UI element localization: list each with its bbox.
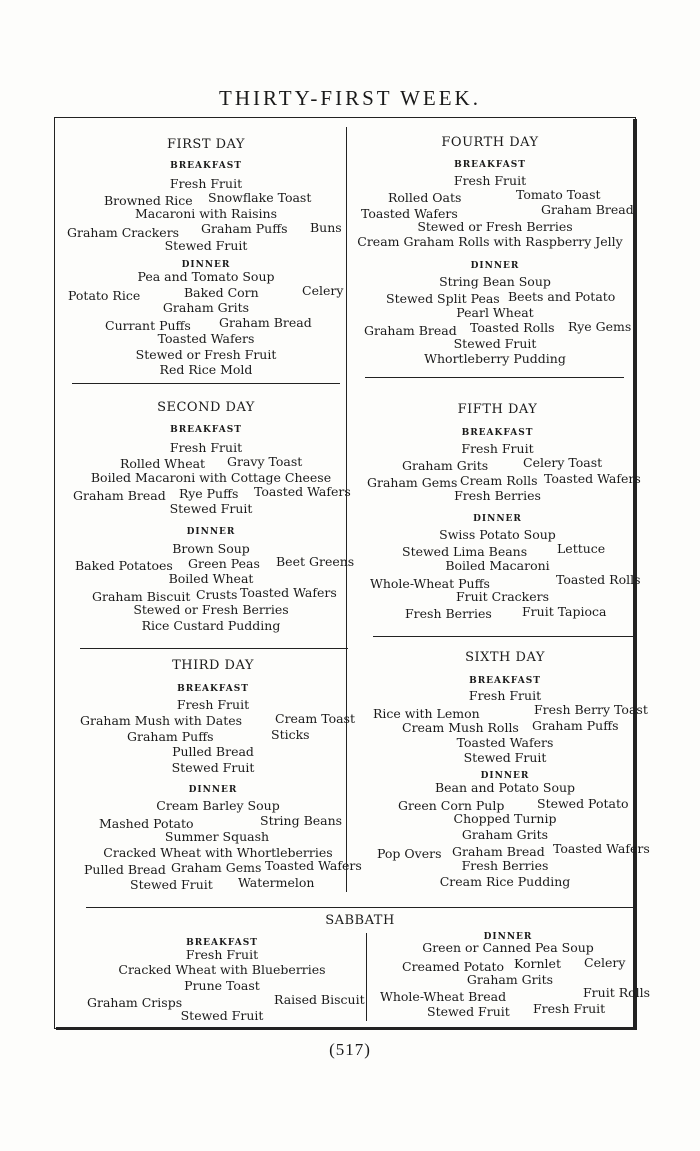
menu-item: Graham Bread (452, 844, 545, 859)
menu-item: Baked Corn (184, 285, 259, 300)
day-heading: FIRST DAY (166, 137, 246, 152)
meal-label: BREAKFAST (454, 160, 526, 170)
menu-item: Boiled Wheat (168, 571, 254, 586)
meal-label: BREAKFAST (170, 161, 242, 171)
meal-label: DINNER (186, 527, 236, 537)
menu-item: Rye Gems (568, 319, 632, 334)
menu-item: Stewed Fruit (427, 1004, 510, 1019)
menu-item: Tomato Toast (516, 187, 601, 202)
menu-item: Rye Puffs (179, 486, 239, 501)
rule-right-1 (365, 377, 624, 378)
menu-item: Graham Biscuit (92, 589, 191, 604)
menu-item: Graham Crackers (67, 225, 180, 240)
menu-item: Cream Toast (275, 711, 355, 726)
menu-item: Graham Bread (541, 202, 634, 217)
menu-item: Graham Bread (364, 323, 457, 338)
menu-item: Currant Puffs (105, 318, 191, 333)
menu-item: Toasted Wafers (240, 585, 337, 600)
menu-item: Graham Bread (73, 488, 166, 503)
menu-item: Fresh Berries (454, 488, 541, 503)
menu-item: Graham Mush with Dates (80, 713, 243, 728)
menu-item: Cream Rice Pudding (439, 874, 571, 889)
menu-item: Stewed or Fresh Berries (133, 602, 289, 617)
menu-item: Cream Graham Rolls with Raspberry Jelly (357, 234, 623, 249)
menu-item: Celery (584, 955, 626, 970)
menu-item: Fresh Fruit (185, 947, 259, 962)
menu-item: Crusts (196, 587, 238, 602)
menu-item: Pulled Bread (172, 744, 254, 759)
frame-shadow-bottom (56, 1027, 637, 1030)
menu-item: Graham Grits (466, 972, 554, 987)
menu-item: Macaroni with Raisins (135, 206, 277, 221)
menu-item: Mashed Potato (99, 816, 194, 831)
menu-item: Celery (302, 283, 344, 298)
menu-item: Toasted Wafers (157, 331, 255, 346)
menu-item: Fresh Berry Toast (534, 702, 648, 717)
menu-item: Cream Barley Soup (156, 798, 280, 813)
menu-item: Graham Gems (367, 475, 458, 490)
menu-item: Pea and Tomato Soup (137, 269, 275, 284)
day-heading: SIXTH DAY (465, 650, 545, 665)
menu-item: Graham Gems (171, 860, 262, 875)
menu-item: Rice Custard Pudding (141, 618, 281, 633)
menu-item: Rolled Oats (388, 190, 462, 205)
menu-item: Prune Toast (184, 978, 260, 993)
menu-item: Graham Crisps (87, 995, 183, 1010)
meal-label: DINNER (480, 771, 530, 781)
rule-left-2 (80, 648, 348, 649)
menu-item: Fresh Fruit (169, 176, 243, 191)
meal-label: DINNER (181, 260, 231, 270)
menu-item: Chopped Turnip (453, 811, 557, 826)
menu-item: Stewed or Fresh Fruit (135, 347, 277, 362)
menu-item: Rolled Wheat (120, 456, 206, 471)
rule-right-2 (373, 636, 634, 637)
menu-item: Celery Toast (523, 455, 603, 470)
meal-label: DINNER (470, 261, 520, 271)
menu-item: Swiss Potato Soup (439, 527, 556, 542)
menu-item: Fruit Crackers (455, 589, 550, 604)
menu-item: Buns (310, 220, 342, 235)
meal-label: DINNER (473, 514, 522, 524)
menu-item: Graham Puffs (532, 718, 619, 733)
menu-item: Stewed Fruit (164, 238, 248, 253)
menu-item: Stewed Fruit (453, 336, 537, 351)
menu-item: Whole-Wheat Bread (380, 989, 507, 1004)
menu-item: Stewed or Fresh Berries (417, 219, 573, 234)
menu-item: Fruit Tapioca (522, 604, 607, 619)
meal-label: BREAKFAST (461, 428, 534, 438)
menu-item: Fresh Fruit (468, 688, 542, 703)
menu-item: Creamed Potato (402, 959, 505, 974)
menu-item: Kornlet (514, 956, 561, 971)
menu-item: Rice with Lemon (373, 706, 480, 721)
rule-left-1 (72, 383, 340, 384)
menu-item: Graham Puffs (127, 729, 214, 744)
menu-item: Fresh Berries (405, 606, 492, 621)
menu-item: Cracked Wheat with Blueberries (118, 962, 326, 977)
menu-item: Graham Grits (162, 300, 250, 315)
menu-item: Stewed Lima Beans (402, 544, 528, 559)
menu-item: Toasted Wafers (361, 206, 458, 221)
menu-item: Watermelon (238, 875, 315, 890)
menu-item: Fruit Rolls (583, 985, 651, 1000)
menu-item: Boiled Macaroni (445, 558, 550, 573)
menu-item: Whortleberry Pudding (424, 351, 566, 366)
day-heading: FIFTH DAY (457, 402, 538, 417)
menu-item: Beets and Potato (508, 289, 616, 304)
menu-item: Baked Potatoes (75, 558, 173, 573)
day-heading: SABBATH (325, 913, 395, 928)
menu-item: Fresh Fruit (461, 441, 534, 456)
page-title: THIRTY-FIRST WEEK. (219, 86, 481, 110)
menu-item: Lettuce (557, 541, 606, 556)
menu-item: Brown Soup (172, 541, 250, 556)
meal-label: BREAKFAST (170, 425, 242, 435)
menu-item: Raised Biscuit (274, 992, 365, 1007)
page-number: (517) (329, 1040, 371, 1059)
menu-item: Stewed Split Peas (386, 291, 500, 306)
menu-item: Stewed Fruit (169, 501, 253, 516)
menu-item: Red Rice Mold (159, 362, 253, 377)
menu-item: Browned Rice (104, 193, 193, 208)
menu-item: Pearl Wheat (456, 305, 534, 320)
menu-item: Fresh Fruit (533, 1001, 606, 1016)
menu-item: Stewed Fruit (171, 760, 255, 775)
menu-item: Summer Squash (164, 829, 270, 844)
meal-label: BREAKFAST (186, 938, 258, 948)
menu-item: Fresh Fruit (453, 173, 527, 188)
menu-item: Snowflake Toast (208, 190, 312, 205)
menu-item: String Bean Soup (439, 274, 551, 289)
sabbath-divider (366, 933, 367, 1021)
menu-item: Toasted Wafers (456, 735, 554, 750)
menu-item: Stewed Fruit (130, 877, 213, 892)
menu-item: Bean and Potato Soup (434, 780, 576, 795)
menu-item: Stewed Fruit (463, 750, 547, 765)
day-heading: SECOND DAY (157, 400, 255, 415)
meal-label: BREAKFAST (469, 676, 541, 686)
menu-item: Graham Grits (461, 827, 549, 842)
menu-item: Fresh Fruit (176, 697, 250, 712)
menu-item: Boiled Macaroni with Cottage Cheese (90, 470, 332, 485)
menu-item: Toasted Wafers (544, 471, 641, 486)
menu-item: Toasted Rolls (556, 572, 641, 587)
menu-item: Sticks (271, 727, 310, 742)
menu-item: String Beans (260, 813, 343, 828)
menu-item: Cream Rolls (460, 473, 538, 488)
menu-item: Stewed Fruit (180, 1008, 264, 1023)
menu-item: Toasted Rolls (470, 320, 555, 335)
menu-item: Graham Grits (402, 458, 489, 473)
menu-item: Gravy Toast (227, 454, 303, 469)
menu-item: Toasted Wafers (254, 484, 351, 499)
meal-label: DINNER (188, 785, 238, 795)
menu-item: Potato Rice (68, 288, 141, 303)
day-heading: THIRD DAY (172, 658, 254, 673)
menu-item: Fresh Berries (461, 858, 549, 873)
meal-label: DINNER (483, 932, 533, 942)
menu-item: Pop Overs (377, 846, 442, 861)
menu-item: Green or Canned Pea Soup (422, 940, 594, 955)
rule-sabbath (86, 907, 634, 908)
menu-item: Pulled Bread (84, 862, 166, 877)
day-heading: FOURTH DAY (441, 135, 539, 150)
menu-item: Cracked Wheat with Whortleberries (103, 845, 333, 860)
menu-item: Fresh Fruit (169, 440, 243, 455)
menu-item: Green Peas (188, 556, 260, 571)
menu-item: Toasted Wafers (265, 858, 362, 873)
menu-item: Beet Greens (276, 554, 355, 569)
meal-label: BREAKFAST (177, 684, 249, 694)
menu-item: Graham Bread (219, 315, 312, 330)
menu-item: Cream Mush Rolls (402, 720, 519, 735)
menu-item: Green Corn Pulp (398, 798, 505, 813)
menu-item: Stewed Potato (537, 796, 629, 811)
menu-item: Whole-Wheat Puffs (370, 576, 490, 591)
menu-item: Toasted Wafers (553, 841, 650, 856)
menu-item: Graham Puffs (201, 221, 288, 236)
